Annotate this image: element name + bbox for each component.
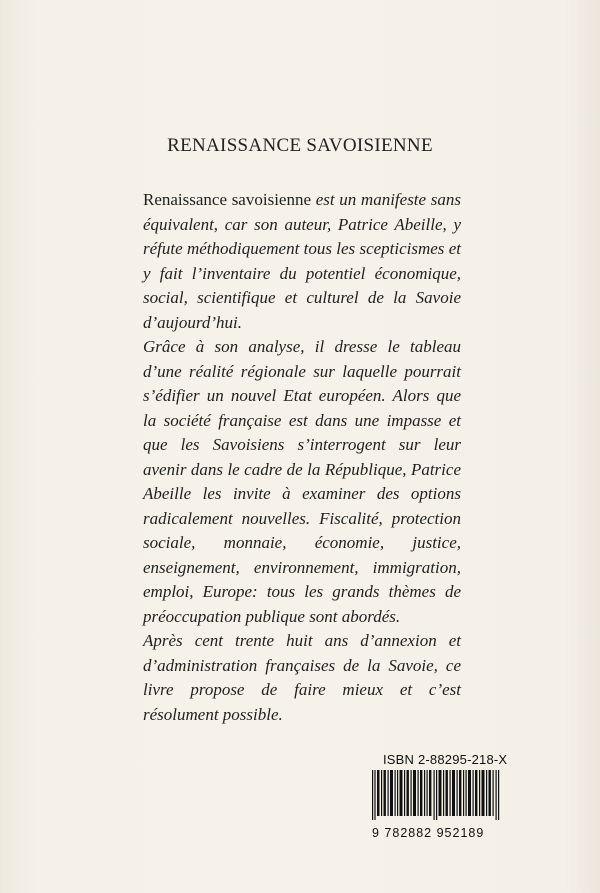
blurb-paragraph-1-text: est un manifeste sans équivalent, car son auteur, Patrice Abeille, y réfute méthodiquement tous les scepticismes et y fait l’inventaire du potentiel économique, social, scientifique et culturel de la Savoie d’aujourd’hui. (143, 190, 461, 332)
blurb-paragraph-3 (143, 629, 461, 727)
blurb-paragraph-2 (143, 335, 461, 629)
blurb-text (143, 188, 461, 727)
barcode-digits: 9 782882 952189 (372, 826, 485, 840)
book-title: RENAISSANCE SAVOISIENNE (167, 135, 433, 156)
barcode-icon (372, 770, 502, 820)
blurb-paragraph-3-text: Après cent trente huit ans d’annexion et d’administration françaises de la Savoie, ce livre propose de faire mieux et c’est résolument possible. (143, 631, 461, 724)
blurb-paragraph-1 (143, 188, 461, 335)
blurb-paragraph-2-text: Grâce à son analyse, il dresse le tableau d’une réalité régionale sur laquelle pourrait s’édifier un nouvel Etat européen. Alors que la société française est dans une impasse et que les Savoisiens s’interrogent sur leur avenir dans le cadre de la République, Patrice Abeille les invite à examiner des options radicalement nouvelles. Fiscalité, protection sociale, monnaie, économie, justice, enseignement, environnement, immigration, emploi, Europe: tous les grands thèmes de préoccupation publique sont abordés. (143, 337, 461, 626)
isbn-label: ISBN 2-88295-218-X (383, 752, 508, 767)
blurb-lead-title: Renaissance savoisienne (143, 190, 312, 209)
